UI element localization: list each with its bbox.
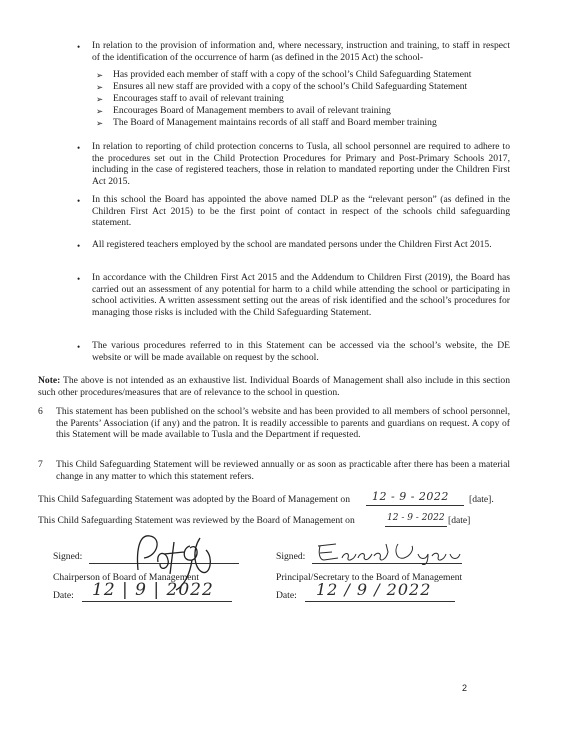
arrow-marker: ➢ xyxy=(96,94,104,104)
left-date-label: Date: xyxy=(53,590,74,601)
left-role: Chairperson of Board of Management xyxy=(53,572,199,583)
right-role: Principal/Secretary to the Board of Management xyxy=(276,572,463,583)
left-date-line xyxy=(82,601,232,602)
bullet-training-text: In relation to the provision of information and, where necessary, instruction and training, to staff in respect of the identification of the occurrence of harm (as defined in the 2015 Act) the school- xyxy=(92,40,510,63)
bullet-marker: • xyxy=(77,143,81,153)
subitem: Ensures all new staff are provided with a copy of the school’s Child Safeguarding Statement xyxy=(113,81,468,92)
bullet-reporting-text: In relation to reporting of child protection concerns to Tusla, all school personnel are required to adhere to the procedures set out in the Child Protection Procedures for Primary and Post-Primary Schools 2017, including in the case of registered teachers, those in relation to mandated reporting under the Children First Act 2015. xyxy=(92,141,510,187)
right-signed-label: Signed: xyxy=(276,551,306,562)
bullet-marker: • xyxy=(77,42,81,52)
bullet-marker: • xyxy=(77,342,81,352)
reviewed-date-line xyxy=(385,526,447,527)
page-number: 2 xyxy=(462,683,468,693)
adopted-text: This Child Safeguarding Statement was adopted by the Board of Management on xyxy=(38,494,350,505)
bullet-marker: • xyxy=(77,274,81,284)
subitem: The Board of Management maintains records of all staff and Board member training xyxy=(113,117,437,128)
note-paragraph xyxy=(38,375,510,398)
right-date-line xyxy=(305,601,455,602)
adopted-line xyxy=(38,494,350,506)
subitem: Encourages Board of Management members to avail of relevant training xyxy=(113,105,391,116)
item-review-text: This Child Safeguarding Statement will be reviewed annually or as soon as practicable after there has been a material change in any matter to which this statement refers. xyxy=(56,459,510,482)
item-number: 6 xyxy=(38,406,43,417)
bullet-procedures-access-text: The various procedures referred to in this Statement can be accessed via the school’s website, the DE website or will be made available on request by the school. xyxy=(92,340,510,363)
bullet-mandated-persons-text: All registered teachers employed by the school are mandated persons under the Children First Act 2015. xyxy=(92,239,492,250)
reviewed-line xyxy=(38,515,355,527)
item-number: 7 xyxy=(38,459,43,470)
bullet-marker: • xyxy=(77,196,81,206)
left-date-handwritten: 12 | 9 | 2022 xyxy=(92,580,214,600)
bullet-relevant-person-text: In this school the Board has appointed the above named DLP as the “relevant person” (as defined in the Children First Act 2015) to be the first point of contact in respect of the schools child safeguarding statement. xyxy=(92,194,510,229)
right-date-handwritten: 12 / 9 / 2022 xyxy=(316,580,432,599)
item-published-text: This statement has been published on the school’s website and has been provided to all members of school personnel, the Parents’ Association (if any) and the patron. It is readily accessible to parents and guardians on request. A copy of this Statement will be made available to Tusla and the Department if requested. xyxy=(56,406,510,441)
adopted-date-handwritten: 12 - 9 - 2022 xyxy=(372,490,449,503)
subitem: Encourages staff to avail of relevant training xyxy=(113,93,284,104)
arrow-marker: ➢ xyxy=(96,70,104,80)
reviewed-date-handwritten: 12 - 9 - 2022 xyxy=(387,513,445,523)
arrow-marker: ➢ xyxy=(96,82,104,92)
arrow-marker: ➢ xyxy=(96,106,104,116)
reviewed-suffix: [date] xyxy=(448,515,471,526)
left-signed-label: Signed: xyxy=(53,551,83,562)
reviewed-text: This Child Safeguarding Statement was reviewed by the Board of Management on xyxy=(38,515,355,526)
bullet-risk-assessment-text: In accordance with the Children First Act 2015 and the Addendum to Children First (2019), the Board has carried out an assessment of any potential for harm to a child while attending the school or participating in school activities. A written assessment setting out the areas of risk identified and the school’s procedures for managing those risks is included with the Child Safeguarding Statement. xyxy=(92,272,510,318)
adopted-suffix: [date]. xyxy=(469,494,494,505)
subitem: Has provided each member of staff with a copy of the school’s Child Safeguarding Statement xyxy=(113,69,472,80)
adopted-date-line xyxy=(366,505,464,506)
bullet-marker: • xyxy=(77,241,81,251)
note-label: Note: xyxy=(38,375,61,386)
principal-signature xyxy=(314,540,464,566)
right-date-label: Date: xyxy=(276,590,297,601)
arrow-marker: ➢ xyxy=(96,118,104,128)
note-text: The above is not intended as an exhaustive list. Individual Boards of Management shall also include in this section such other procedures/measures that are of relevance to the school in question. xyxy=(38,375,510,398)
